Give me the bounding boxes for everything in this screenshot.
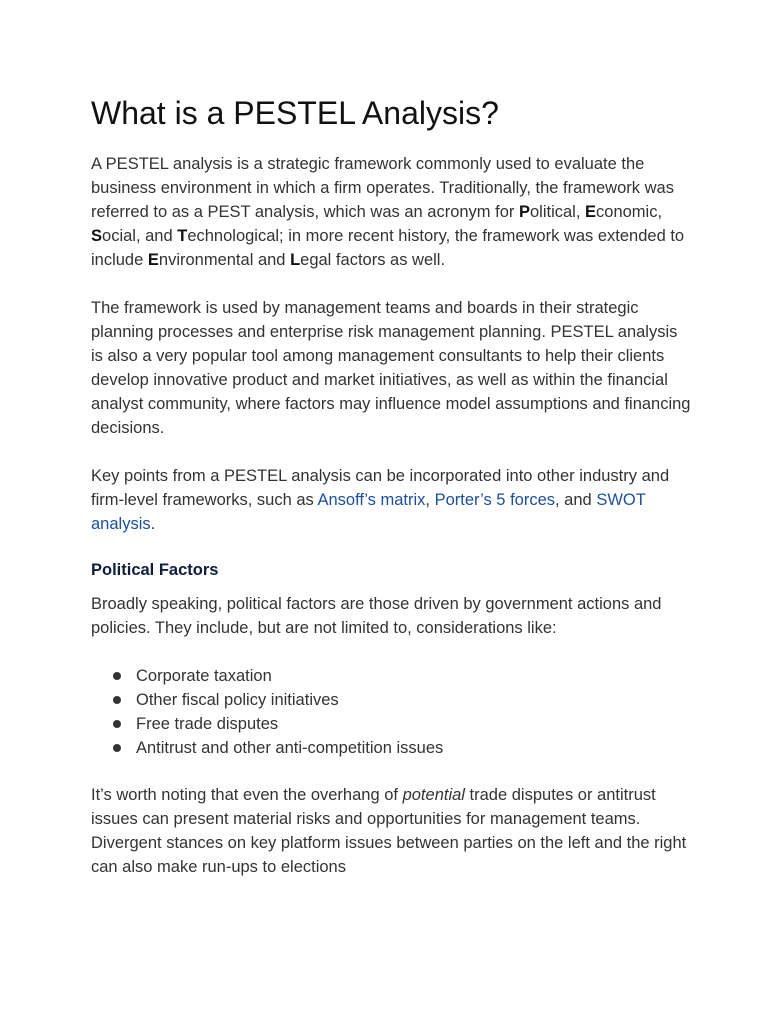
intro-text: conomic,: [596, 203, 663, 221]
intro-text: olitical,: [529, 203, 586, 221]
bullet-icon: [113, 720, 121, 728]
list-item-label: Antitrust and other anti-competition issues: [136, 739, 444, 757]
political-intro-paragraph: Broadly speaking, political factors are those driven by government actions and policies. They include, but are not limited to, considerations like:: [91, 595, 662, 637]
risks-text: trade disputes or antitrust issues can present material risks and opportunities for management teams. Divergent stances on key platform issues between parties on the left and the right can also make run-ups to elections: [91, 786, 687, 876]
acronym-letter-p: P: [518, 203, 530, 221]
intro-text: nvironmental and: [158, 251, 291, 269]
list-item: [91, 736, 691, 760]
ansoff-matrix-link[interactable]: Ansoff’s matrix: [317, 491, 426, 509]
intro-text: A PESTEL analysis is a strategic framework commonly used to evaluate the business environment in which a firm operates. Traditionally, the framework was referred to as a PEST analysis, which was an acronym for: [91, 155, 674, 221]
porters-5-forces-link[interactable]: Porter’s 5 forces: [434, 491, 556, 509]
list-item-label: Corporate taxation: [136, 667, 272, 685]
list-item: [91, 688, 691, 712]
usage-paragraph: The framework is used by management teams and boards in their strategic planning processes and enterprise risk management planning. PESTEL analysis is also a very popular tool among management consultants to help their clients develop innovative product and market initiatives, as well as within the financial analyst community, where factors may influence model assumptions and financing decisions.: [91, 299, 691, 437]
intro-text: egal factors as well.: [300, 251, 446, 269]
list-item: [91, 664, 691, 688]
frameworks-paragraph: [91, 464, 691, 536]
acronym-letter-e-environmental: E: [147, 251, 159, 269]
frameworks-period: .: [150, 515, 156, 533]
italic-emphasis: potential: [402, 786, 465, 804]
frameworks-separator: , and: [555, 491, 597, 509]
bullet-icon: [113, 696, 121, 704]
risks-text: It’s worth noting that even the overhang of: [91, 786, 403, 804]
frameworks-separator: ,: [425, 491, 435, 509]
list-item-label: Other fiscal policy initiatives: [136, 691, 339, 709]
section-heading-political: Political Factors: [91, 561, 219, 579]
acronym-letter-l: L: [290, 251, 301, 269]
intro-paragraph: [91, 152, 691, 272]
document-content: [91, 93, 691, 879]
list-item: [91, 712, 691, 736]
political-factors-list: [91, 664, 691, 760]
bullet-icon: [113, 672, 121, 680]
list-item-label: Free trade disputes: [136, 715, 279, 733]
acronym-letter-s: S: [91, 227, 103, 245]
acronym-letter-e: E: [585, 203, 597, 221]
acronym-letter-t: T: [177, 227, 188, 245]
frameworks-text: Key points from a PESTEL analysis can be incorporated into other industry and firm-level frameworks, such as: [91, 467, 670, 509]
swot-analysis-link[interactable]: SWOT analysis: [91, 491, 646, 533]
intro-text: ocial, and: [102, 227, 178, 245]
risks-paragraph: [91, 783, 691, 879]
page-title: What is a PESTEL Analysis?: [91, 95, 499, 131]
bullet-icon: [113, 744, 121, 752]
intro-text: echnological; in more recent history, the framework was extended to include: [91, 227, 685, 269]
